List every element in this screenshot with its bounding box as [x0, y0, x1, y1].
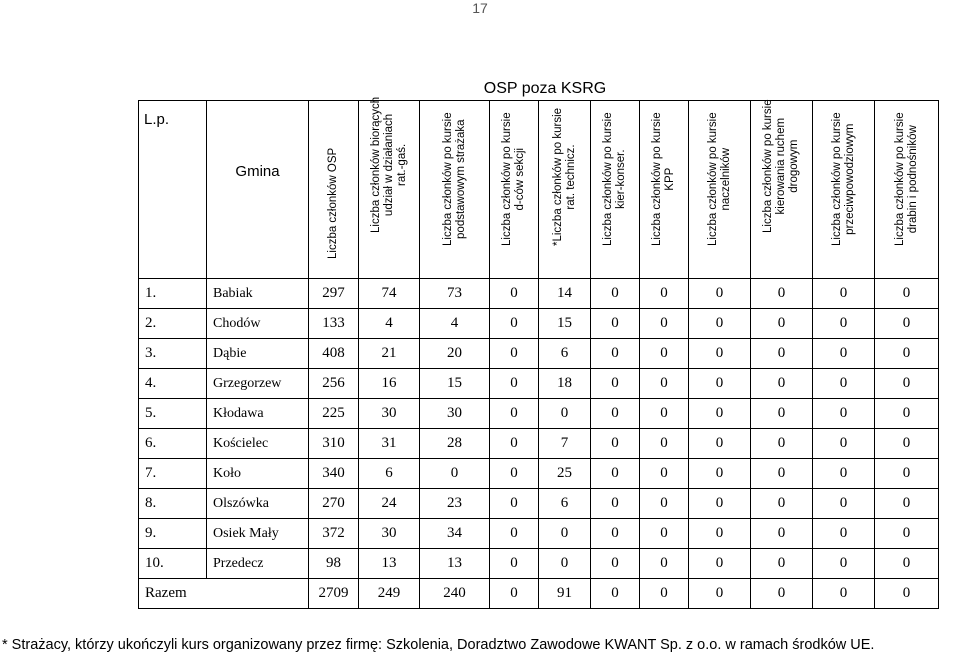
value-cell: 0	[490, 399, 539, 429]
value-cell: 0	[751, 279, 813, 309]
column-header-label	[602, 112, 628, 246]
value-cell: 0	[591, 459, 640, 489]
value-cell: 0	[640, 399, 689, 429]
column-header-label	[327, 148, 340, 259]
value-cell: 256	[309, 369, 359, 399]
value-cell: 408	[309, 339, 359, 369]
gmina-name: Olszówka	[207, 489, 309, 519]
total-row	[139, 579, 939, 609]
column-header-label	[894, 112, 920, 246]
total-label: Razem	[139, 579, 309, 609]
value-cell: 73	[420, 279, 490, 309]
lp-header: L.p.	[139, 101, 207, 279]
column-header-line: Liczba członków po kursie	[651, 112, 663, 246]
value-cell: 0	[875, 399, 939, 429]
value-cell: 0	[875, 279, 939, 309]
value-cell: 0	[813, 309, 875, 339]
page-number: 17	[472, 0, 488, 16]
value-cell: 4	[359, 309, 420, 339]
value-cell: 0	[490, 309, 539, 339]
value-cell: 0	[689, 549, 751, 579]
column-header-line: drogowym	[788, 139, 800, 193]
column-header	[539, 101, 591, 279]
total-value-cell: 0	[875, 579, 939, 609]
value-cell: 340	[309, 459, 359, 489]
value-cell: 0	[539, 519, 591, 549]
column-header-line: d-ców sekcji	[514, 147, 526, 211]
value-cell: 0	[813, 339, 875, 369]
value-cell: 270	[309, 489, 359, 519]
column-header	[875, 101, 939, 279]
value-cell: 13	[359, 549, 420, 579]
value-cell: 310	[309, 429, 359, 459]
column-header-label	[707, 112, 733, 246]
column-header	[751, 101, 813, 279]
row-number: 1.	[139, 279, 207, 309]
column-header-line: udział w działaniach	[382, 113, 395, 217]
value-cell: 7	[539, 429, 591, 459]
column-header-line: kier-konser.	[615, 149, 627, 209]
total-value-cell: 0	[640, 579, 689, 609]
value-cell: 23	[420, 489, 490, 519]
value-cell: 0	[689, 489, 751, 519]
column-header-label	[762, 99, 801, 233]
gmina-header: Gmina	[207, 101, 309, 279]
value-cell: 20	[420, 339, 490, 369]
table-title: OSP poza KSRG	[483, 80, 607, 97]
column-header	[813, 101, 875, 279]
value-cell: 15	[420, 369, 490, 399]
value-cell: 0	[591, 519, 640, 549]
value-cell: 0	[591, 549, 640, 579]
value-cell: 24	[359, 489, 420, 519]
value-cell: 0	[640, 519, 689, 549]
value-cell: 34	[420, 519, 490, 549]
row-number: 8.	[139, 489, 207, 519]
value-cell: 14	[539, 279, 591, 309]
value-cell: 0	[875, 459, 939, 489]
value-cell: 28	[420, 429, 490, 459]
column-header-line: podstawowym strażaka	[454, 119, 467, 239]
value-cell: 0	[640, 429, 689, 459]
value-cell: 6	[539, 339, 591, 369]
table-row	[139, 429, 939, 459]
total-value-cell: 0	[751, 579, 813, 609]
gmina-name: Chodów	[207, 309, 309, 339]
value-cell: 0	[813, 369, 875, 399]
total-value-cell: 2709	[309, 579, 359, 609]
column-header-line: Liczba członków po kursie	[602, 112, 614, 246]
gmina-name: Grzegorzew	[207, 369, 309, 399]
gmina-name: Osiek Mały	[207, 519, 309, 549]
value-cell: 0	[490, 429, 539, 459]
value-cell: 30	[420, 399, 490, 429]
value-cell: 0	[689, 399, 751, 429]
value-cell: 13	[420, 549, 490, 579]
value-cell: 30	[359, 399, 420, 429]
value-cell: 74	[359, 279, 420, 309]
value-cell: 0	[813, 459, 875, 489]
row-number: 6.	[139, 429, 207, 459]
row-number: 4.	[139, 369, 207, 399]
value-cell: 0	[875, 519, 939, 549]
value-cell: 0	[751, 519, 813, 549]
value-cell: 0	[751, 429, 813, 459]
gmina-name: Dąbie	[207, 339, 309, 369]
gmina-name: Przedecz	[207, 549, 309, 579]
table-row	[139, 549, 939, 579]
column-header	[689, 101, 751, 279]
footnote: * Strażacy, którzy ukończyli kurs organizowany przez firmę: Szkolenia, Doradztwo Zawodowe KWANT Sp. z o.o. w ramach środków UE.	[2, 637, 875, 653]
column-header	[490, 101, 539, 279]
value-cell: 133	[309, 309, 359, 339]
column-header-line: Liczba członków po kursie	[501, 112, 513, 246]
value-cell: 0	[640, 549, 689, 579]
value-cell: 0	[689, 339, 751, 369]
column-header	[591, 101, 640, 279]
value-cell: 0	[875, 309, 939, 339]
column-header-line: Liczba członków biorących	[369, 96, 382, 233]
value-cell: 0	[591, 399, 640, 429]
column-header-line: kierowania ruchem	[775, 117, 787, 215]
value-cell: 16	[359, 369, 420, 399]
value-cell: 0	[875, 429, 939, 459]
value-cell: 297	[309, 279, 359, 309]
value-cell: 0	[490, 369, 539, 399]
column-header-line: przeciwpowodziowym	[843, 123, 856, 235]
value-cell: 0	[875, 339, 939, 369]
value-cell: 0	[875, 489, 939, 519]
gmina-name: Babiak	[207, 279, 309, 309]
column-header-line: Liczba członków po kursie	[830, 112, 843, 246]
row-number: 10.	[139, 549, 207, 579]
column-header-line: Liczba członków po kursie	[706, 112, 719, 246]
header-row	[139, 101, 939, 279]
column-header-line: Liczba członków po kursie	[762, 99, 774, 233]
table-row	[139, 279, 939, 309]
value-cell: 98	[309, 549, 359, 579]
column-header-label	[831, 112, 857, 246]
value-cell: 0	[640, 279, 689, 309]
total-value-cell: 91	[539, 579, 591, 609]
row-number: 2.	[139, 309, 207, 339]
value-cell: 0	[591, 369, 640, 399]
value-cell: 0	[490, 339, 539, 369]
row-number: 7.	[139, 459, 207, 489]
osp-table	[138, 96, 939, 609]
value-cell: 0	[875, 369, 939, 399]
value-cell: 0	[640, 369, 689, 399]
value-cell: 225	[309, 399, 359, 429]
value-cell: 6	[359, 459, 420, 489]
table-row	[139, 339, 939, 369]
value-cell: 0	[640, 309, 689, 339]
value-cell: 0	[490, 549, 539, 579]
value-cell: 0	[751, 549, 813, 579]
value-cell: 0	[751, 459, 813, 489]
value-cell: 0	[689, 459, 751, 489]
column-header-line: Liczba członków OSP	[327, 147, 339, 259]
gmina-name: Koło	[207, 459, 309, 489]
column-header-label	[552, 108, 578, 246]
total-value-cell: 0	[813, 579, 875, 609]
table-row	[139, 519, 939, 549]
column-header-line: KPP	[664, 167, 676, 191]
value-cell: 0	[751, 339, 813, 369]
value-cell: 6	[539, 489, 591, 519]
column-header-line: *Liczba członków po kursie	[551, 107, 564, 246]
value-cell: 0	[591, 339, 640, 369]
column-header-label	[442, 112, 468, 246]
table-row	[139, 399, 939, 429]
row-number: 5.	[139, 399, 207, 429]
value-cell: 0	[640, 339, 689, 369]
table-row	[139, 309, 939, 339]
value-cell: 372	[309, 519, 359, 549]
column-header-line: drabin i podnośników	[906, 125, 919, 234]
column-header	[359, 96, 420, 279]
value-cell: 0	[751, 399, 813, 429]
value-cell: 0	[640, 489, 689, 519]
value-cell: 0	[813, 489, 875, 519]
column-header-label	[370, 97, 409, 233]
column-header-line: Liczba członków po kursie	[441, 112, 454, 246]
value-cell: 30	[359, 519, 420, 549]
value-cell: 31	[359, 429, 420, 459]
table-row	[139, 489, 939, 519]
value-cell: 18	[539, 369, 591, 399]
value-cell: 0	[591, 489, 640, 519]
gmina-name: Kłodawa	[207, 399, 309, 429]
value-cell: 21	[359, 339, 420, 369]
row-number: 3.	[139, 339, 207, 369]
value-cell: 4	[420, 309, 490, 339]
value-cell: 0	[689, 429, 751, 459]
column-header-line: rat.-gaś.	[395, 143, 408, 187]
column-header-line: rat. technicz.	[564, 144, 577, 210]
column-header-label	[501, 112, 527, 246]
column-header-label	[651, 112, 677, 246]
total-value-cell: 249	[359, 579, 420, 609]
total-value-cell: 240	[420, 579, 490, 609]
value-cell: 0	[751, 309, 813, 339]
value-cell: 0	[689, 309, 751, 339]
value-cell: 0	[591, 429, 640, 459]
table-row	[139, 459, 939, 489]
value-cell: 0	[751, 369, 813, 399]
column-header-line: Liczba członków po kursie	[893, 112, 906, 246]
table-row	[139, 369, 939, 399]
value-cell: 0	[490, 459, 539, 489]
value-cell: 0	[539, 549, 591, 579]
value-cell: 0	[813, 399, 875, 429]
value-cell: 0	[689, 279, 751, 309]
column-header	[309, 101, 359, 279]
gmina-name: Kościelec	[207, 429, 309, 459]
total-value-cell: 0	[689, 579, 751, 609]
column-header	[420, 101, 490, 279]
value-cell: 0	[689, 519, 751, 549]
value-cell: 15	[539, 309, 591, 339]
value-cell: 0	[591, 309, 640, 339]
value-cell: 0	[420, 459, 490, 489]
value-cell: 0	[490, 489, 539, 519]
value-cell: 0	[813, 429, 875, 459]
total-value-cell: 0	[591, 579, 640, 609]
value-cell: 0	[640, 459, 689, 489]
value-cell: 0	[813, 279, 875, 309]
value-cell: 0	[813, 519, 875, 549]
value-cell: 0	[751, 489, 813, 519]
column-header	[640, 101, 689, 279]
value-cell: 0	[813, 549, 875, 579]
value-cell: 0	[539, 399, 591, 429]
column-header-line: naczelników	[719, 147, 732, 211]
value-cell: 0	[689, 369, 751, 399]
total-value-cell: 0	[490, 579, 539, 609]
value-cell: 25	[539, 459, 591, 489]
value-cell: 0	[490, 279, 539, 309]
value-cell: 0	[875, 549, 939, 579]
row-number: 9.	[139, 519, 207, 549]
value-cell: 0	[591, 279, 640, 309]
value-cell: 0	[490, 519, 539, 549]
